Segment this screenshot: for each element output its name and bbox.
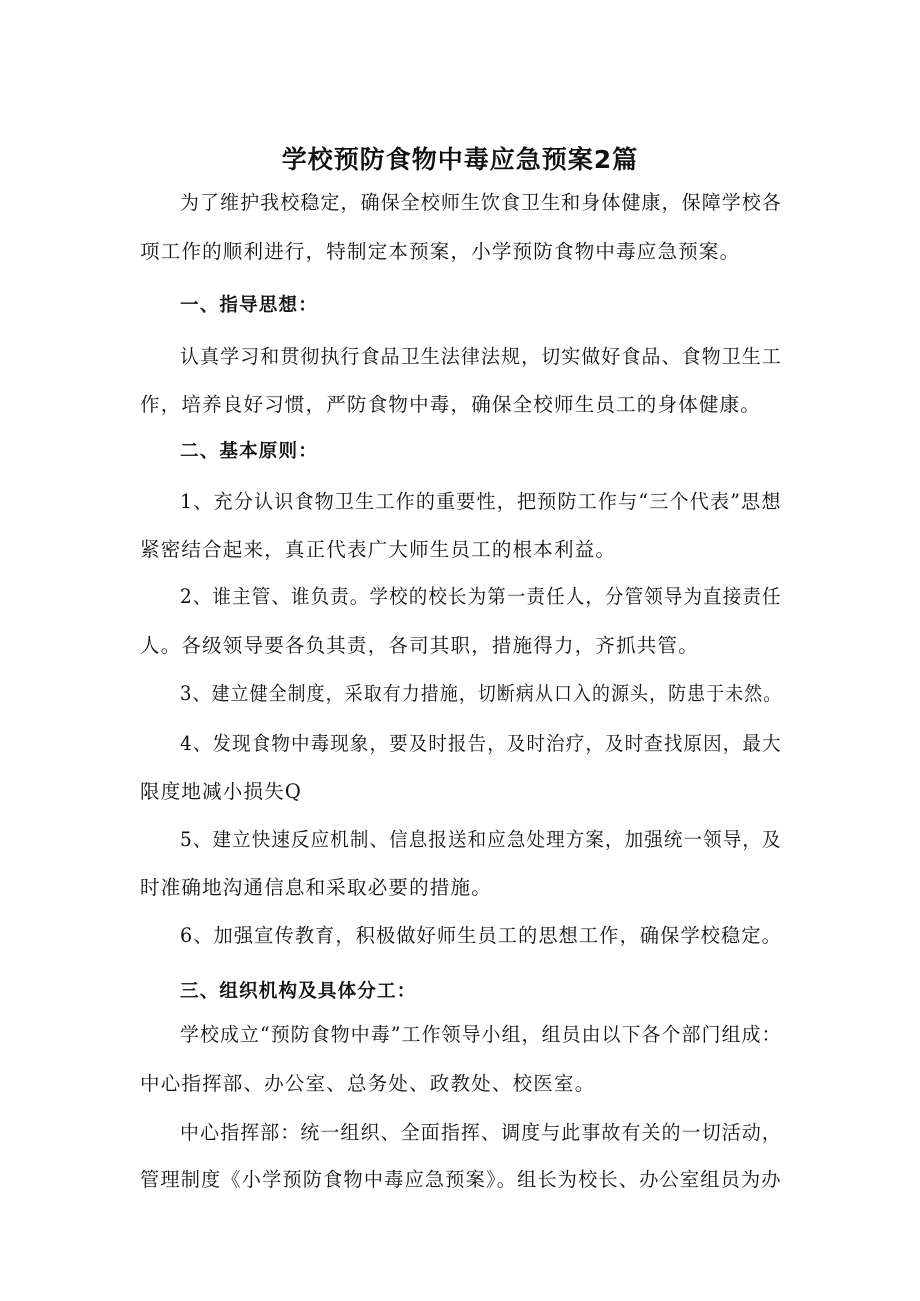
section-1-heading: 一、指导思想： xyxy=(180,295,318,316)
section-1-line-1: 认真学习和贯彻执行食品卫生法律法规，切实做好食品、食物卫生工 xyxy=(180,345,783,368)
document-title: 学校预防食物中毒应急预案2篇 xyxy=(281,145,639,174)
principle-1-line-2: 紧密结合起来，真正代表广大师生员工的根本利益。 xyxy=(140,538,617,561)
principle-6-line-1: 6、加强宣传教育，积极做好师生员工的思想工作，确保学校稳定。 xyxy=(180,924,782,947)
principle-4-line-1: 4、发现食物中毒现象，要及时报告，及时治疗，及时查找原因，最大 xyxy=(180,732,782,755)
principle-5-line-1: 5、建立快速反应机制、信息报送和应急处理方案，加强统一领导，及 xyxy=(180,828,782,851)
section-1-line-2: 作，培养良好习惯，严防食物中毒，确保全校师生员工的身体健康。 xyxy=(140,393,762,416)
principle-3-line-1: 3、建立健全制度，采取有力措施，切断病从口入的源头，防患于未然。 xyxy=(180,682,783,705)
section-3-p1-line-2: 中心指挥部、办公室、总务处、政教处、校医室。 xyxy=(140,1072,596,1095)
section-3-p1-line-1: 学校成立“预防食物中毒”工作领导小组，组员由以下各个部门组成： xyxy=(180,1023,782,1046)
principle-4-line-2: 限度地减小损失Q xyxy=(140,780,303,803)
principle-5-line-2: 时准确地沟通信息和采取必要的措施。 xyxy=(140,876,492,899)
section-2-heading: 二、基本原则： xyxy=(180,441,318,462)
section-3-heading: 三、组织机构及具体分工： xyxy=(180,981,417,1002)
principle-1-line-1: 1、充分认识食物卫生工作的重要性，把预防工作与“三个代表”思想 xyxy=(180,490,782,513)
section-3-p2-line-1: 中心指挥部：统一组织、全面指挥、调度与此事故有关的一切活动， xyxy=(180,1121,783,1144)
intro-line-1: 为了维护我校稳定，确保全校师生饮食卫生和身体健康，保障学校各 xyxy=(180,191,783,214)
section-3-p2-line-2: 管理制度《小学预防食物中毒应急预案》。组长为校长、办公室组员为办 xyxy=(140,1168,782,1191)
intro-line-2: 项工作的顺利进行，特制定本预案，小学预防食物中毒应急预案。 xyxy=(140,240,741,263)
principle-2-line-1: 2、谁主管、谁负责。学校的校长为第一责任人，分管领导为直接责任 xyxy=(180,585,782,608)
principle-2-line-2: 人。各级领导要各负其责，各司其职，措施得力，齐抓共管。 xyxy=(140,634,699,657)
